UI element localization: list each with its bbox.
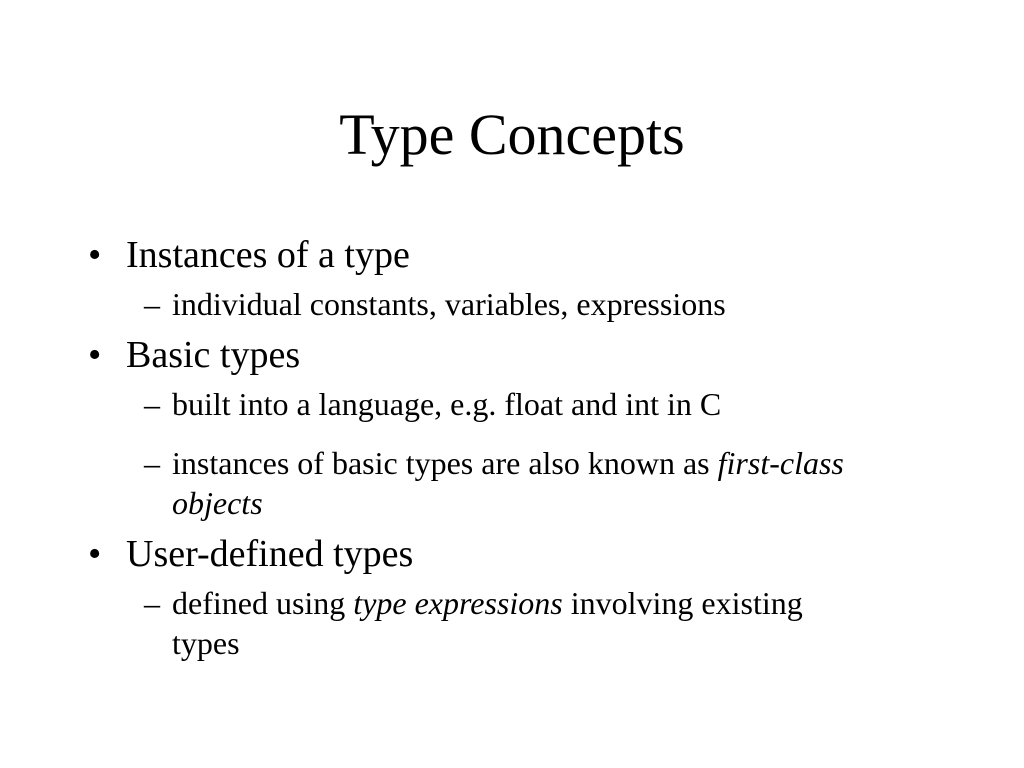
sub-bullet-text (172, 443, 932, 523)
bullet-item (88, 529, 968, 663)
dash-icon: – (144, 585, 160, 621)
sub-bullet-text: built into a language, e.g. float and int in C (172, 386, 722, 422)
bullet-list (88, 230, 968, 675)
dash-icon: – (144, 445, 160, 481)
sub-bullet-text-emphasis: first-class objects (172, 445, 844, 521)
sub-list (134, 583, 968, 663)
sub-bullet-text: individual constants, variables, expressions (172, 286, 726, 322)
sub-bullet-item (134, 384, 968, 424)
sub-bullet-item (134, 583, 968, 663)
sub-bullet-text-emphasis: type expressions (353, 585, 563, 621)
dash-icon: – (144, 386, 160, 422)
bullet-text: Instances of a type (126, 234, 410, 276)
bullet-icon: • (88, 234, 102, 276)
bullet-icon: • (88, 334, 102, 376)
sub-bullet-text-plain-end: involving existing types (172, 585, 803, 661)
dash-icon: – (144, 286, 160, 322)
sub-bullet-text-plain: defined using (172, 585, 354, 621)
sub-bullet-text-plain: instances of basic types are also known as (172, 445, 718, 481)
bullet-text: User-defined types (126, 533, 414, 575)
bullet-item (88, 330, 968, 523)
sub-list (134, 284, 968, 324)
slide-title: Type Concepts (339, 102, 685, 167)
bullet-item (88, 230, 968, 324)
bullet-icon: • (88, 533, 102, 575)
sub-bullet-text (172, 583, 832, 663)
sub-bullet-item (134, 284, 968, 324)
sub-list (134, 384, 968, 523)
sub-bullet-item (134, 443, 968, 523)
bullet-text: Basic types (126, 334, 301, 376)
